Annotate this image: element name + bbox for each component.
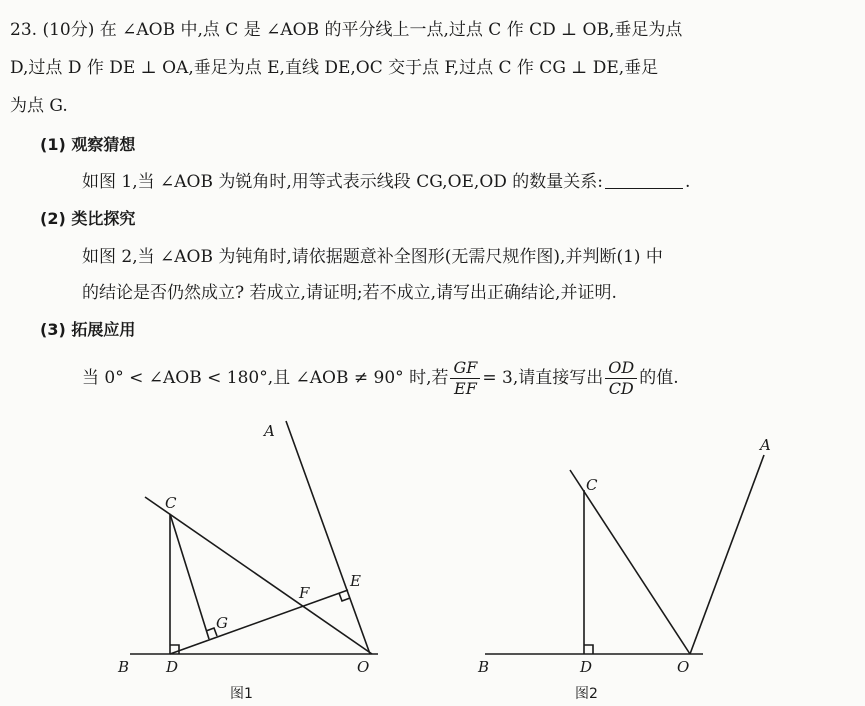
fig1-label-d: D [166,658,179,676]
fig2-caption: 图2 [575,686,598,702]
problem-line-1: 23. (10分) 在 ∠AOB 中,点 C 是 ∠AOB 的平分线上一点,过点 C 作 CD ⊥ OB,垂足为点 [10,20,683,40]
part1-end: . [685,172,691,192]
fig2-right-angle-d [584,645,593,654]
fraction-od-cd-denominator: CD [608,379,634,398]
fig1-label-e: E [350,572,361,590]
figure-1 [130,421,378,654]
part2-title: (2) 类比探究 [40,209,136,228]
figure-1-labels [117,422,369,702]
fig1-label-c: C [165,494,177,512]
fraction-od-cd-numerator: OD [605,358,637,379]
fraction-gf-ef-numerator: GF [450,358,480,379]
fig1-ray-oa [286,421,370,654]
part3-post: 的值. [639,368,679,388]
part2-text-1: 如图 2,当 ∠AOB 为钝角时,请依据题意补全图形(无需尺规作图),并判断(1) 中 [82,247,663,267]
part3-pre: 当 0° < ∠AOB < 180°,且 ∠AOB ≠ 90° 时,若 [82,368,449,388]
fig2-label-c: C [586,476,598,494]
fig1-line-oc [145,497,372,654]
fig1-label-g: G [216,614,228,632]
fig2-ray-oa [690,455,764,654]
part2-text-2: 的结论是否仍然成立? 若成立,请证明;若不成立,请写出正确结论,并证明. [82,283,617,303]
problem-line-2: D,过点 D 作 DE ⊥ OA,垂足为点 E,直线 DE,OC 交于点 F,过点 C 作 CG ⊥ DE,垂足 [10,58,659,78]
fig2-label-o: O [677,658,690,676]
part3-title: (3) 拓展应用 [40,320,136,339]
problem-line-3: 为点 G. [10,96,68,116]
part3-mid: = 3,请直接写出 [482,368,604,388]
fig1-label-a: A [264,422,275,440]
fig1-segment-cg [170,514,209,639]
part1-text: 如图 1,当 ∠AOB 为锐角时,用等式表示线段 CG,OE,OD 的数量关系: [82,172,604,192]
part1-title: (1) 观察猜想 [40,135,136,154]
fig1-label-o: O [357,658,370,676]
fig1-caption: 图1 [230,686,253,702]
figure-2 [485,455,764,654]
fig2-line-oc [570,470,690,654]
figure-2-labels [477,436,771,702]
fig2-label-a: A [760,436,771,454]
fig2-label-b: B [478,658,490,676]
fig1-label-f: F [299,584,310,602]
fraction-gf-ef-denominator: EF [454,379,477,398]
fig2-label-d: D [580,658,593,676]
fig1-label-b: B [118,658,130,676]
